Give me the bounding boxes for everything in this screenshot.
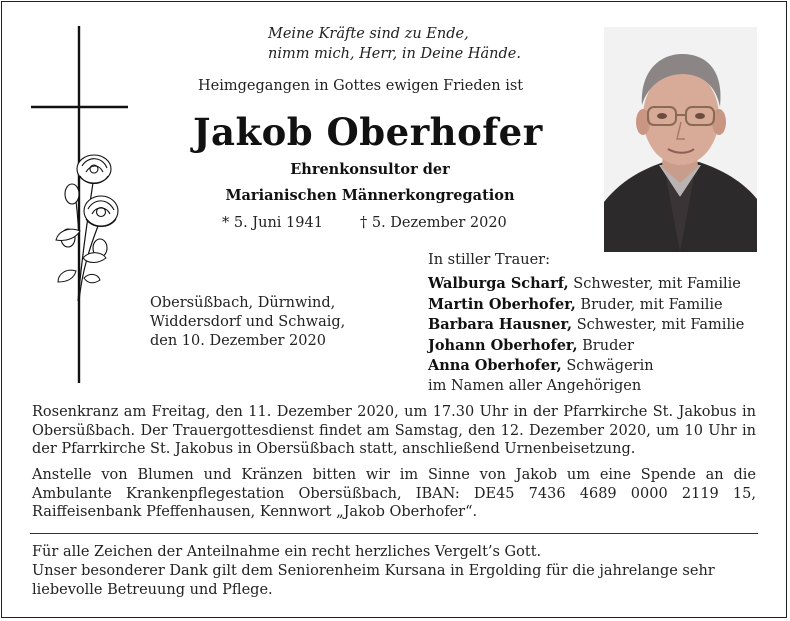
mourner-entry <box>428 315 744 336</box>
mourner-entry <box>428 336 744 357</box>
thanks-line-2: Unser besonderer Dank gilt dem Seniorenheim Kursana in Ergolding für die jahrelange sehr liebevolle Betreuung und Pflege. <box>32 563 715 598</box>
mourner-relation: Schwester, mit Familie <box>572 317 745 333</box>
deceased-title-line-2: Marianischen Männerkongregation <box>225 187 515 204</box>
service-details: Rosenkranz am Freitag, den 11. Dezember 2020, um 17.30 Uhr in der Pfarrkirche St. Jakobus in Obersüßbach. Der Trauergottesdienst findet am Samstag, den 12. Dezember 2020, um 10 Uhr in der Pfarrkirche St. Jakobus in Obersüßbach statt, anschließend Urnenbeisetzung. <box>32 404 756 457</box>
thanks-line-1: Für alle Zeichen der Anteilnahme ein recht herzliches Vergelt’s Gott. <box>32 544 542 560</box>
mourners-heading: In stiller Trauer: <box>428 252 550 268</box>
cross-with-roses-icon <box>28 26 130 386</box>
mourner-name: Johann Oberhofer, <box>428 336 578 354</box>
death-date: † 5. Dezember 2020 <box>360 215 507 231</box>
mourner-name: Walburga Scharf, <box>428 275 569 292</box>
divider <box>30 533 758 534</box>
deceased-title-line-1: Ehrenkonsultor der <box>290 161 450 178</box>
donation-request: Anstelle von Blumen und Kränzen bitten wir im Sinne von Jakob um eine Spende an die Ambulante Krankenpflegestation Obersüßbach, IBAN: DE45 7436 4689 0000 2119 15, Raiffeisenbank Pfeffenhausen, Kennwort „Jakob Oberhofer“. <box>32 467 756 520</box>
birth-date: * 5. Juni 1941 <box>222 215 323 231</box>
quote-line-1: Meine Kräfte sind zu Ende, <box>268 26 469 42</box>
mourners-list <box>428 274 744 396</box>
mourner-relation: Bruder, mit Familie <box>575 296 723 313</box>
mourner-entry <box>428 274 744 295</box>
mourner-name: Anna Oberhofer, <box>428 357 562 374</box>
location-line-2: Widdersdorf und Schwaig, <box>150 314 346 330</box>
mourners-closing: im Namen aller Angehörigen <box>428 377 642 394</box>
deceased-name: Jakob Oberhofer <box>193 110 543 154</box>
mourner-relation: Schwägerin <box>561 358 654 374</box>
intro-text: Heimgegangen in Gottes ewigen Frieden ist <box>198 78 524 94</box>
mourner-entry <box>428 356 744 377</box>
location-line-3: den 10. Dezember 2020 <box>150 333 326 349</box>
mourner-name: Martin Oberhofer, <box>428 295 576 313</box>
mourner-entry <box>428 295 744 316</box>
mourner-relation: Schwester, mit Familie <box>568 276 741 292</box>
mourner-relation: Bruder <box>577 337 634 354</box>
mourner-name: Barbara Hausner, <box>428 316 573 333</box>
quote-line-2: nimm mich, Herr, in Deine Hände. <box>268 46 521 62</box>
portrait-photo <box>604 27 757 252</box>
location-line-1: Obersüßbach, Dürnwind, <box>150 295 336 311</box>
